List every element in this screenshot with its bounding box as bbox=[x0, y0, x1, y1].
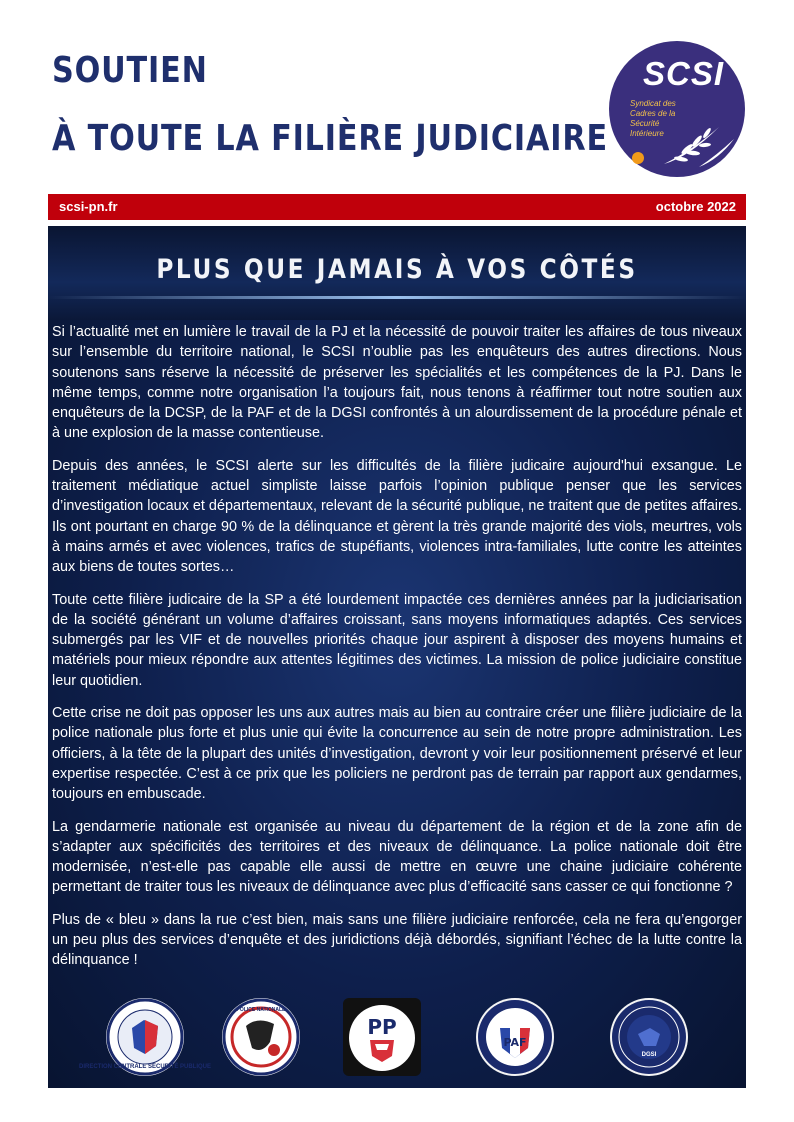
emblem-text: PAF bbox=[503, 1036, 527, 1049]
emblem-text: PP bbox=[367, 1015, 397, 1039]
slogan-banner bbox=[48, 226, 746, 320]
paragraph: Plus de « bleu » dans la rue c’est bien, mais sans une filière judiciaire renforcée, cela ne fera qu’engorger un peu plus des services d’enquête et des juridictions déjà débordés, signifiant l’échec de la lutte contre la délinquance ! bbox=[52, 911, 742, 969]
dcsp-emblem-icon bbox=[78, 998, 212, 1076]
dcpj-emblem-icon bbox=[222, 998, 300, 1076]
svg-text:POLICE NATIONALE: POLICE NATIONALE bbox=[236, 1007, 286, 1013]
paragraph: Depuis des années, le SCSI alerte sur les difficultés de la filière judicaire aujourd'hui exsangue. Le traitement médiatique actuel simpliste laisse parfois l’opinion publique penser que les services d’investigation locaux et départementaux, relevant de la sécurité publique, ne traitent que de petites affaires. Ils ont pourtant en charge 90 % de la délinquance et gèrent la très grande majorité des viols, meurtres, vols à mains armés et avec violences, trafics de stupéfiants, violences intra-familiales, lutte contre les atteintes aux biens de toutes sortes… bbox=[52, 457, 742, 576]
info-ribbon bbox=[48, 194, 746, 220]
logo-badge-icon bbox=[632, 152, 644, 164]
paragraph: Si l’actualité met en lumière le travail de la PJ et la nécessité de pouvoir traiter les affaires de tous niveaux sur l’ensemble du territoire national, le SCSI n’oublie pas les enquêteurs des autres directions. Nous soutenons sans réserve la nécessité de préserver les spécialités et les compétences de la PJ. Dans le même temps, comme notre organisation l’a toujours fait, nous tenons à réaffirmer tout notre soutien aux enquêteurs de la DCSP, de la PAF et de la DGSI confrontés à un alourdissement de la procédure pénale et à une explosion de la masse contentieuse. bbox=[52, 324, 742, 442]
logo-acronym: SCSI bbox=[643, 55, 725, 92]
page-title-line-1: SOUTIEN bbox=[52, 50, 208, 91]
date-text: octobre 2022 bbox=[655, 199, 736, 214]
banner-text: PLUS QUE JAMAIS À VOS CÔTÉS bbox=[156, 254, 638, 285]
paf-emblem-icon bbox=[476, 998, 554, 1076]
banner-light-line bbox=[48, 296, 746, 299]
website-text: scsi-pn.fr bbox=[59, 199, 118, 214]
emblems-row bbox=[48, 992, 746, 1088]
article-body bbox=[48, 320, 746, 1088]
emblem-text: DIRECTION CENTRALE SÉCURITÉ PUBLIQUE bbox=[78, 1064, 212, 1070]
paragraph: La gendarmerie nationale est organisée au niveau du département de la région et de la zone afin de s’adapter aux spécificités des territoires et des niveaux de délinquance. La police nationale doit être modernisée, n’est-elle pas capable elle aussi de mettre en œuvre une chaine judiciaire cohérente permettant de traiter tous les niveaux de délinquance avec plus d’efficacité sans casser ce qui fonctionne ? bbox=[52, 818, 742, 896]
page-title-line-2: À TOUTE LA FILIÈRE JUDICIAIRE bbox=[52, 118, 608, 159]
scsi-logo bbox=[609, 41, 745, 177]
emblem-text: DGSI bbox=[641, 1052, 657, 1058]
dgsi-emblem-icon bbox=[610, 998, 688, 1076]
laurel-icon bbox=[659, 119, 739, 169]
pp-emblem-icon bbox=[343, 998, 421, 1076]
logo-subtitle: Syndicat des Cadres de la Sécurité Intérieure bbox=[630, 99, 676, 138]
paragraph: Cette crise ne doit pas opposer les uns aux autres mais au bien au contraire créer une filière judiciaire de la police nationale plus forte et plus unie qui évite la concurrence au sein de notre propre administration. Les officiers, à la tête de la plupart des unités d’investigation, devront y voir leur positionnement préservé et leur expertise respectée. C’est à ce prix que les policiers ne perdront pas de terrain par rapport aux gendarmes, toujours en embuscade. bbox=[52, 705, 742, 803]
paragraph: Toute cette filière judicaire de la SP a été lourdement impactée ces dernières années par la judiciarisation de la société générant un volume d’affaires croissant, sans moyens informatiques adaptés. Ces services submergés par les VIF et de nouvelles priorités chaque jour aspirent à disposer des moyens humains et matériels pour mieux répondre aux attentes légitimes des victimes. La mission de police judiciaire constitue leur quotidien. bbox=[52, 591, 742, 689]
